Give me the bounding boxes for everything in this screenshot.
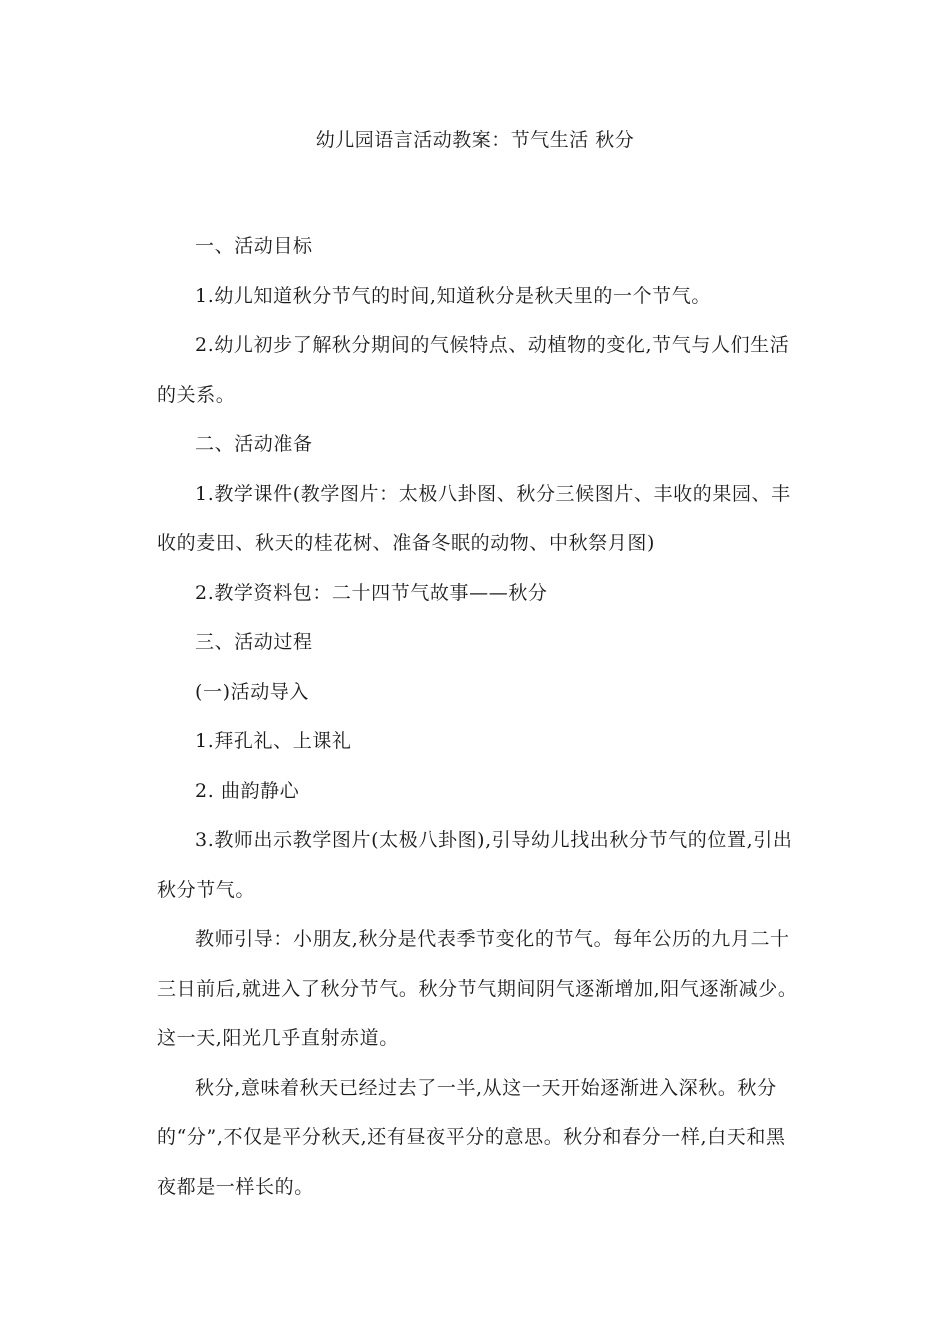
section-heading-goals: 一、活动目标 xyxy=(195,235,313,257)
document-title: 幼儿园语言活动教案：节气生活 秋分 xyxy=(315,129,635,151)
process-item-2: 2. 曲韵静心 xyxy=(195,779,300,802)
section-heading-process: 三、活动过程 xyxy=(195,631,313,653)
teacher-guide-paragraph: 教师引导：小朋友,秋分是代表季节变化的节气。每年公历的九月二十三日前后,就进入了秋分节气。秋分节气期间阴气逐渐增加,阳气逐渐减少。这一天,阳光几乎直射赤道。 xyxy=(157,928,798,1049)
preparation-item-1: 1.教学课件(教学图片：太极八卦图、秋分三候图片、丰收的果园、丰收的麦田、秋天的桂花树、准备冬眠的动物、中秋祭月图) xyxy=(157,482,791,554)
section-heading-preparation: 二、活动准备 xyxy=(195,433,313,455)
process-item-1: 1.拜孔礼、上课礼 xyxy=(195,730,352,752)
preparation-item-2: 2.教学资料包：二十四节气故事——秋分 xyxy=(195,581,548,604)
process-item-3: 3.教师出示教学图片(太极八卦图),引导幼儿找出秋分节气的位置,引出秋分节气。 xyxy=(157,829,793,901)
goal-item-1: 1.幼儿知道秋分节气的时间,知道秋分是秋天里的一个节气。 xyxy=(195,284,711,307)
autumn-equinox-paragraph: 秋分,意味着秋天已经过去了一半,从这一天开始逐渐进入深秋。秋分的“分”,不仅是平分秋天,还有昼夜平分的意思。秋分和春分一样,白天和黑夜都是一样长的。 xyxy=(157,1076,786,1198)
goal-item-2: 2.幼儿初步了解秋分期间的气候特点、动植物的变化,节气与人们生活的关系。 xyxy=(157,334,790,406)
subsection-heading-intro: (一)活动导入 xyxy=(195,680,310,703)
document-body xyxy=(157,222,801,1212)
